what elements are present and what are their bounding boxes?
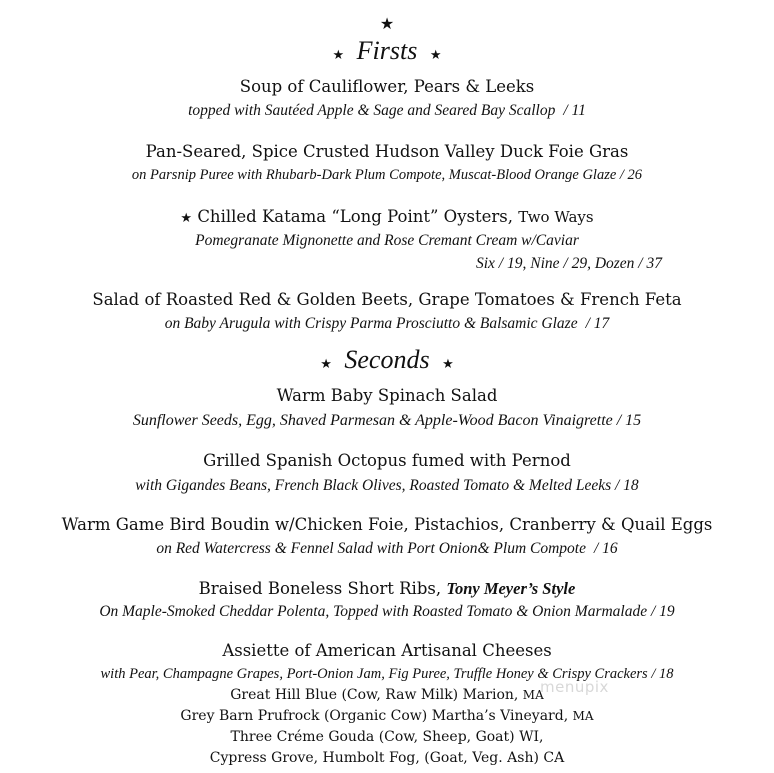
star-icon: ★	[442, 357, 454, 372]
firsts-heading	[0, 36, 774, 66]
seconds-heading	[0, 345, 774, 375]
cheese-name: Three Créme Gouda (Cow, Sheep, Goat) WI,	[230, 729, 544, 745]
menu-item-title: Pan-Seared, Spice Crusted Hudson Valley Duck Foie Gras	[145, 142, 629, 161]
seconds-heading-label: Seconds	[344, 345, 430, 374]
star-icon: ★	[180, 211, 193, 226]
cheese-list-item	[0, 750, 774, 766]
star-icon: ★	[429, 48, 442, 63]
cheese-list-item	[0, 687, 774, 703]
cheese-name: Cypress Grove, Humbolt Fog, (Goat, Veg. Ash) CA	[209, 750, 565, 766]
menu-item-description: on Parsnip Puree with Rhubarb-Dark Plum Compote, Muscat-Blood Orange Glaze / 26	[131, 167, 643, 183]
menu-item-title: Soup of Cauliflower, Pears & Leeks	[239, 77, 535, 96]
menu-item-title: Warm Game Bird Boudin w/Chicken Foie, Pistachios, Cranberry & Quail Eggs	[61, 515, 713, 534]
menu-item-description: Pomegranate Mignonette and Rose Cremant Cream w/Caviar	[195, 232, 579, 249]
menu-item-description	[0, 315, 774, 333]
cheese-state: MA	[572, 709, 594, 723]
cheese-list-item	[0, 708, 774, 724]
cheese-name: Great Hill Blue (Cow, Raw Milk) Marion,	[230, 687, 519, 703]
menu-item-title-suffix: Two Ways	[518, 208, 594, 226]
menu-item-title: Warm Baby Spinach Salad	[276, 386, 498, 405]
menu-item-price: / 16	[593, 540, 618, 557]
cheese-state: MA	[522, 688, 544, 702]
menu-item-description: Sunflower Seeds, Egg, Shaved Parmesan & Apple-Wood Bacon Vinaigrette / 15	[132, 412, 642, 429]
menu-item-title-text: Chilled Katama “Long Point” Oysters,	[197, 207, 513, 226]
menu-item-description: On Maple-Smoked Cheddar Polenta, Topped with Roasted Tomato & Onion Marmalade / 19	[99, 603, 675, 620]
menu-item-title	[0, 207, 774, 226]
top-star-icon: ★	[379, 14, 395, 33]
cheese-list-item	[0, 729, 774, 745]
menu-item-title: Assiette of American Artisanal Cheeses	[222, 641, 552, 660]
menu-item-title: Salad of Roasted Red & Golden Beets, Grape Tomatoes & French Feta	[92, 290, 682, 309]
watermark: menupix	[540, 678, 609, 696]
menu-item-title-emphasis: Tony Meyer’s Style	[446, 579, 576, 598]
menu-item-title: Grilled Spanish Octopus fumed with Pernod	[203, 451, 571, 470]
menu-item-desc-text: on Red Watercress & Fennel Salad with Port Onion& Plum Compote	[156, 540, 586, 557]
menu-item-title	[0, 579, 774, 599]
menu-item-desc-text: on Baby Arugula with Crispy Parma Prosciutto & Balsamic Glaze	[164, 315, 578, 332]
menu-item-price: / 17	[585, 315, 610, 332]
firsts-heading-label: Firsts	[356, 36, 418, 65]
menu-item-description	[0, 540, 774, 558]
menu-item-price: / 11	[563, 102, 586, 119]
menu-item-description	[0, 102, 774, 120]
star-icon: ★	[332, 48, 345, 63]
cheese-name: Grey Barn Prufrock (Organic Cow) Martha’s Vineyard,	[180, 708, 569, 724]
menu-item-title-text: Braised Boneless Short Ribs,	[198, 579, 442, 598]
menu-item-desc-text: topped with Sautéed Apple & Sage and Seared Bay Scallop	[188, 102, 556, 119]
menu-item-prices: Six / 19, Nine / 29, Dozen / 37	[476, 255, 662, 272]
menu-item-description: with Gigandes Beans, French Black Olives, Roasted Tomato & Melted Leeks / 18	[135, 477, 639, 494]
star-icon: ★	[320, 357, 332, 372]
menu-item-description: with Pear, Champagne Grapes, Port-Onion Jam, Fig Puree, Truffle Honey & Crispy Crackers / 18	[100, 666, 674, 682]
